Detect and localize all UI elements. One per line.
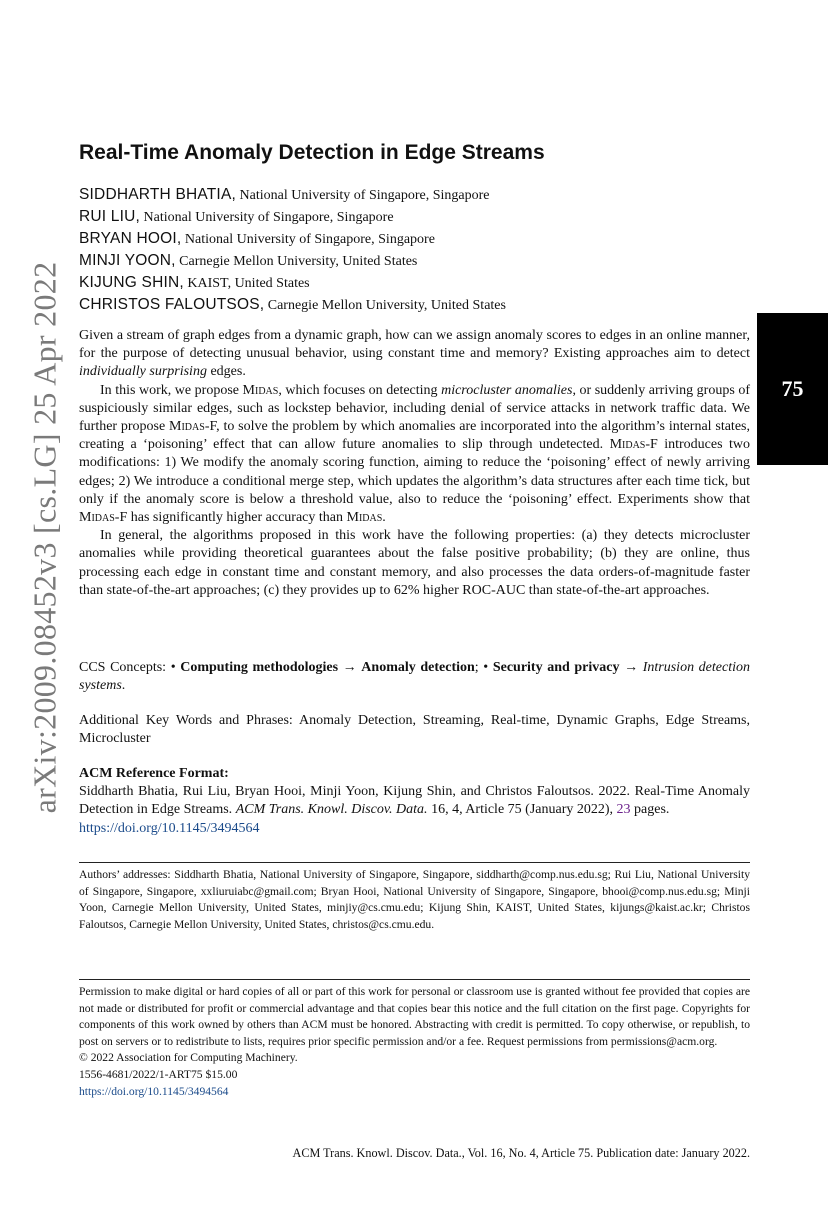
- author-affiliation: KAIST, United States: [183, 276, 310, 291]
- author-line: [79, 228, 750, 250]
- acm-reference: [79, 765, 750, 838]
- author-line: [79, 294, 750, 316]
- paper-title: Real-Time Anomaly Detection in Edge Streams: [79, 141, 545, 164]
- ccs-concept: Intrusion detection systems: [79, 660, 750, 694]
- reference-doi-link[interactable]: https://doi.org/10.1145/3494564: [79, 820, 260, 836]
- method-name: Midas: [79, 510, 115, 526]
- reference-citation: Siddharth Bhatia, Rui Liu, Bryan Hooi, Minji Yoon, Kijung Shin, and Christos Faloutsos. 2022. Real-Time Anomaly Detection in Edge Streams.: [79, 784, 750, 818]
- issn-line: 1556-4681/2022/1-ART75 $15.00: [79, 1067, 238, 1081]
- reference-pages-link[interactable]: 23: [616, 802, 631, 818]
- copyright-line: © 2022 Association for Computing Machinery.: [79, 1051, 298, 1065]
- ccs-concept: Anomaly detection: [361, 660, 475, 675]
- reference-text: [79, 783, 750, 819]
- author-name: BRYAN HOOI,: [79, 230, 182, 247]
- abstract-text: edges.: [206, 364, 246, 380]
- author-name: MINJI YOON,: [79, 252, 176, 269]
- author-affiliation: Carnegie Mellon University, United States: [175, 254, 418, 269]
- author-affiliation: National University of Singapore, Singapore: [181, 232, 435, 247]
- ccs-concepts: [79, 659, 750, 695]
- abstract-text: -F has significantly higher accuracy than: [114, 510, 347, 526]
- abstract-text: Given a stream of graph edges from a dynamic graph, how can we assign anomaly scores to edges in an online manner, for the purpose of detecting unusual behavior, using constant time and memory? Existing approaches aim to detect: [79, 328, 750, 362]
- method-name: Midas: [609, 437, 646, 453]
- abstract-paragraph-2: [79, 382, 750, 528]
- ccs-arrow: →: [338, 660, 362, 675]
- permission-text: Permission to make digital or hard copies of all or part of this work for personal or classroom use is granted without fee provided that copies are not made or distributed for profit or commercial advantage and that copies bear this notice and the full citation on the first page. Copyrights for components of this work owned by others than ACM must be honored. Abstracting with credit is permitted. To copy otherwise, or republish, to post on servers or to redistribute to lists, requires prior specific permission and/or a fee. Request permissions from permissions@acm.org.: [79, 985, 750, 1048]
- author-line: [79, 206, 750, 228]
- author-name: SIDDHARTH BHATIA,: [79, 186, 236, 203]
- divider: [79, 979, 750, 980]
- ccs-arrow: →: [619, 660, 643, 675]
- authors-addresses: Authors’ addresses: Siddharth Bhatia, National University of Singapore, Singapore, siddharth@comp.nus.edu.sg; Rui Liu, National University of Singapore, Singapore, xxliuruiabc@gmail.com; Bryan Hooi, National University of Singapore, Singapore, bhooi@comp.nus.edu.sg; Minji Yoon, Carnegie Mellon University, United States, minjiy@cs.cmu.edu; Kijung Shin, KAIST, United States, kijungs@kaist.ac.kr; Christos Faloutsos, Carnegie Mellon University, United States, christos@cs.cmu.edu.: [79, 868, 750, 931]
- method-name: Midas: [169, 419, 205, 435]
- abstract-text: .: [382, 510, 386, 526]
- author-name: CHRISTOS FALOUTSOS,: [79, 296, 265, 313]
- author-affiliation: National University of Singapore, Singapore: [140, 210, 394, 225]
- ccs-concept: Computing methodologies: [180, 660, 339, 675]
- ccs-separator: ; •: [474, 660, 493, 675]
- author-list: [79, 184, 750, 316]
- abstract-text: , which focuses on detecting: [278, 382, 442, 398]
- keywords: Additional Key Words and Phrases: Anomaly Detection, Streaming, Real-time, Dynamic Graphs, Edge Streams, Microcluster: [79, 713, 750, 747]
- ccs-concept: Security and privacy: [492, 660, 620, 675]
- abstract-paragraph-1: [79, 327, 750, 382]
- author-line: [79, 250, 750, 272]
- abstract-text: In this work, we propose: [100, 382, 243, 398]
- ccs-end: .: [121, 678, 126, 694]
- abstract-text: , or suddenly arriving groups of suspiciously similar edges, such as lockstep behavior, including denial of service attacks in network traffic data. We further propose: [79, 382, 750, 435]
- permission-notice: [79, 984, 750, 1100]
- author-line: [79, 272, 750, 294]
- ccs-bullet: •: [170, 660, 181, 675]
- author-affiliation: Carnegie Mellon University, United States: [264, 298, 506, 313]
- abstract-emphasis: microcluster anomalies: [441, 382, 573, 398]
- author-affiliation: National University of Singapore, Singapore: [236, 188, 490, 203]
- footer-doi-link[interactable]: https://doi.org/10.1145/3494564: [79, 1084, 229, 1098]
- method-name: Midas: [242, 382, 279, 398]
- abstract-text: -F, to solve the problem by which anomalies are incorporated into the algorithm’s internal states, creating a ‘poisoning’ effect that can allow future anomalies to slip through undetected.: [79, 419, 750, 453]
- abstract: [79, 327, 750, 600]
- article-number-tab: [757, 313, 828, 465]
- abstract-paragraph-3: In general, the algorithms proposed in this work have the following properties: (a) they detects microcluster anomalies while providing theoretical guarantees about the false positive probability; (b) they are online, thus processing each edge in constant time and constant memory, and also processes the data orders-of-magnitude faster than state-of-the-art approaches; (c) they provides up to 62% higher ROC-AUC than state-of-the-art approaches.: [79, 528, 750, 598]
- author-name: RUI LIU,: [79, 208, 141, 225]
- abstract-emphasis: individually surprising: [79, 364, 207, 380]
- abstract-text: -F introduces two modifications: 1) We modify the anomaly scoring function, aiming to reduce the ‘poisoning’ effect of newly arriving edges; 2) We introduce a conditional merge step, which updates the algorithm’s data structures after each time tick, but only if the anomaly score is below a threshold value, also to reduce the ‘poisoning’ effect. Experiments show that: [79, 437, 750, 507]
- reference-heading: ACM Reference Format:: [79, 766, 229, 781]
- running-footer: ACM Trans. Knowl. Discov. Data., Vol. 16, No. 4, Article 75. Publication date: January 2022.: [292, 1146, 750, 1160]
- divider: [79, 862, 750, 863]
- article-number: 75: [781, 376, 804, 401]
- reference-journal: ACM Trans. Knowl. Discov. Data.: [235, 802, 428, 818]
- ccs-label: CCS Concepts:: [79, 660, 171, 675]
- arxiv-stamp: [12, 235, 78, 840]
- arxiv-stamp-text: arXiv:2009.08452v3 [cs.LG] 25 Apr 2022: [26, 261, 63, 814]
- reference-citation: pages.: [630, 802, 670, 818]
- author-line: [79, 184, 750, 206]
- method-name: Midas: [346, 510, 383, 526]
- reference-citation: 16, 4, Article 75 (January 2022),: [427, 802, 617, 818]
- author-name: KIJUNG SHIN,: [79, 274, 184, 291]
